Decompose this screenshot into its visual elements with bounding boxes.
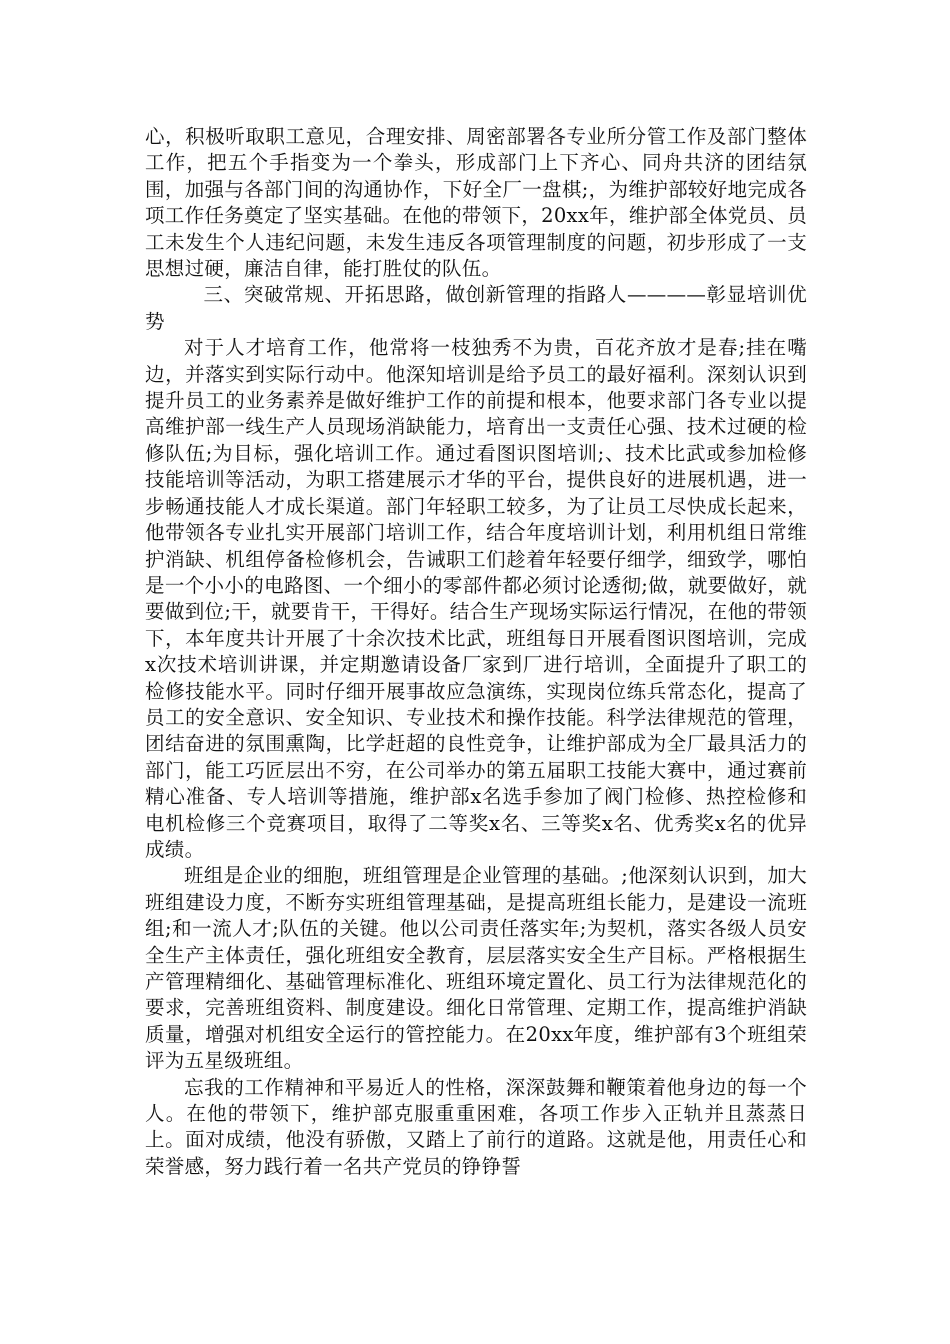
paragraph-team-building: 班组是企业的细胞，班组管理是企业管理的基础。;他深刻认识到，加大班组建设力度，不断夯实班组管理基础，是提高班组长能力，是建设一流班组;和一流人才;队伍的关键。他以公司责任落实年;为契机，落实各级人员安全生产主体责任，强化班组安全教育，层层落实安全生产目标。严格根据生产管理精细化、基础管理标准化、班组环境定置化、员工行为法律规范化的要求，完善班组资料、制度建设。细化日常管理、定期工作，提高维护消缺质量，增强对机组安全运行的管控能力。在20xx年度，维护部有3个班组荣评为五星级班组。 bbox=[145, 864, 807, 1073]
paragraph-training: 对于人才培育工作，他常将一枝独秀不为贵，百花齐放才是春;挂在嘴边，并落实到实际行动中。他深知培训是给予员工的最好福利。深刻认识到提升员工的业务素养是做好维护工作的前提和根本，他要求部门各专业以提高维护部一线生产人员现场消缺能力，培育出一支责任心强、技术过硬的检修队伍;为目标，强化培训工作。通过看图识图培训;、技术比武或参加检修技能培训等活动，为职工搭建展示才华的平台，提供良好的进展机遇，进一步畅通技能人才成长渠道。部门年轻职工较多，为了让员工尽快成长起来，他带领各专业扎实开展部门培训工作，结合年度培训计划，利用机组日常维护消缺、机组停备检修机会，告诫职工们趁着年轻要仔细学，细致学，哪怕是一个小小的电路图、一个细小的零部件都必须讨论透彻;做，就要做好，就要做到位;干，就要肯干，干得好。结合生产现场实际运行情况，在他的带领下，本年度共计开展了十余次技术比武，班组每日开展看图识图培训，完成x次技术培训讲课，并定期邀请设备厂家到厂进行培训，全面提升了职工的检修技能水平。同时仔细开展事故应急演练，实现岗位练兵常态化，提高了员工的安全意识、安全知识、专业技术和操作技能。科学法律规范的管理，团结奋进的氛围熏陶，比学赶超的良性竞争，让维护部成为全厂最具活力的部门，能工巧匠层出不穷，在公司举办的第五届职工技能大赛中，通过赛前精心准备、专人培训等措施，维护部x名选手参加了阀门检修、热控检修和电机检修三个竞赛项目，取得了二等奖x名、三等奖x名、优秀奖x名的优异成绩。 bbox=[145, 336, 807, 861]
document-page bbox=[145, 124, 807, 1180]
section-heading: 三、突破常规、开拓思路，做创新管理的指路人————彰显培训优势 bbox=[145, 283, 807, 333]
paragraph-closing: 忘我的工作精神和平易近人的性格，深深鼓舞和鞭策着他身边的每一个人。在他的带领下，维护部克服重重困难，各项工作步入正轨并且蒸蒸日上。面对成绩，他没有骄傲，又踏上了前行的道路。这就是他，用责任心和荣誉感，努力践行着一名共产党员的铮铮誓 bbox=[145, 1075, 807, 1178]
paragraph-continuation: 心，积极听取职工意见，合理安排、周密部署各专业所分管工作及部门整体工作，把五个手指变为一个拳头，形成部门上下齐心、同舟共济的团结氛围，加强与各部门间的沟通协作，下好全厂一盘棋;，为维护部较好地完成各项工作任务奠定了坚实基础。在他的带领下，20xx年，维护部全体党员、员工未发生个人违纪问题，未发生违反各项管理制度的问题，初步形成了一支思想过硬，廉洁自律，能打胜仗的队伍。 bbox=[145, 125, 807, 281]
